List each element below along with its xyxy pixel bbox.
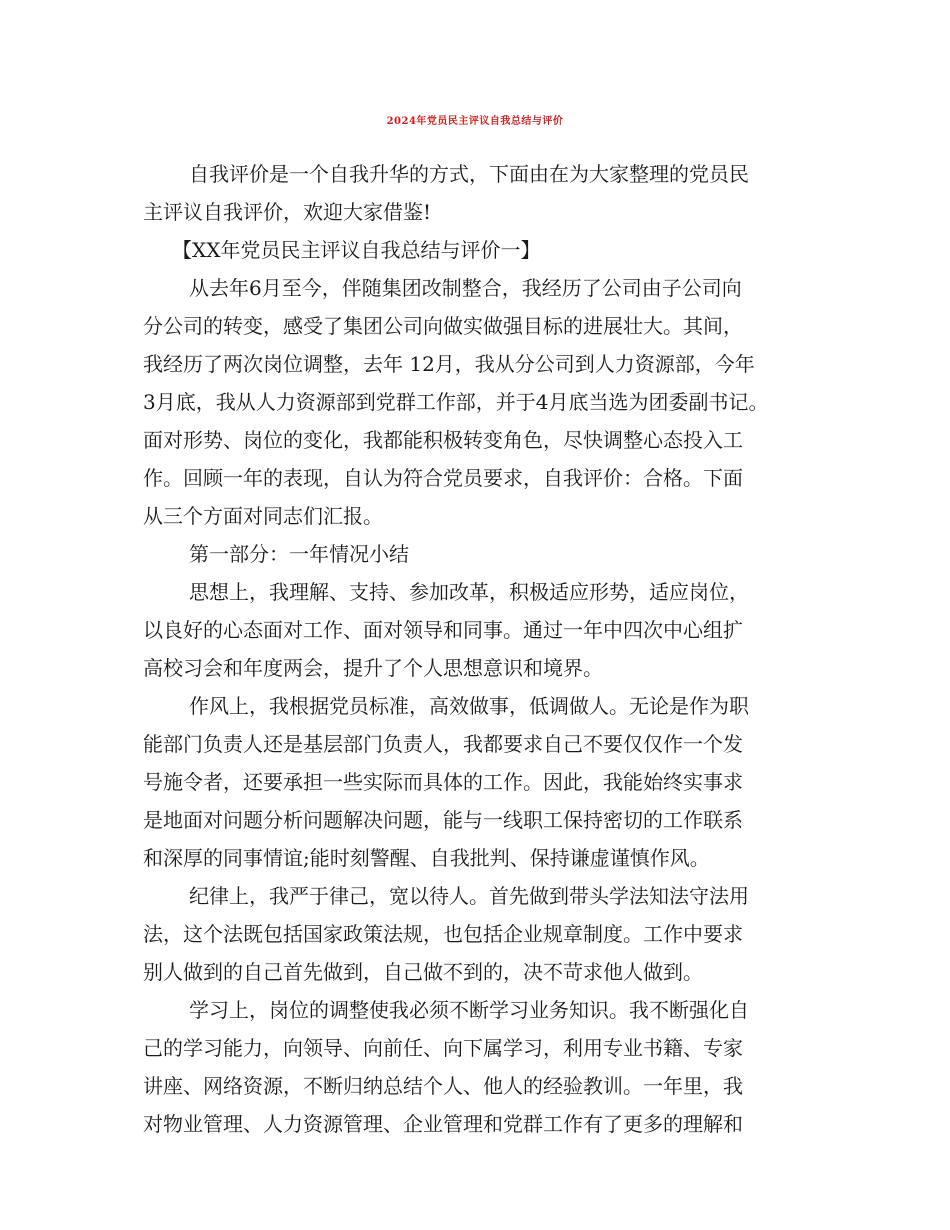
paragraph-line: 自我评价是一个自我升华的方式，下面由在为大家整理的党员民 (189, 162, 749, 186)
section-heading: 【XX年党员民主评议自我总结与评价一】 (172, 238, 541, 262)
paragraph-line: 主评议自我评价，欢迎大家借鉴! (143, 200, 432, 224)
paragraph-line: 讲座、网络资源，不断归纳总结个人、他人的经验教训。一年里，我 (143, 1074, 743, 1098)
paragraph-line: 法，这个法既包括国家政策法规，也包括企业规章制度。工作中要求 (143, 922, 743, 946)
paragraph-line: 别人做到的自己首先做到，自己做不到的，决不苛求他人做到。 (143, 960, 703, 984)
paragraph-line: 面对形势、岗位的变化，我都能积极转变角色，尽快调整心态投入工 (143, 428, 743, 452)
paragraph-line: 作风上，我根据党员标准，高效做事，低调做人。无论是作为职 (189, 694, 749, 718)
paragraph-line: 号施令者，还要承担一些实际而具体的工作。因此，我能始终实事求 (143, 770, 743, 794)
paragraph-line: 以良好的心态面对工作、面对领导和同事。通过一年中四次中心组扩 (143, 618, 743, 642)
paragraph-line: 己的学习能力，向领导、向前任、向下属学习，利用专业书籍、专家 (143, 1036, 743, 1060)
paragraph-line: 能部门负责人还是基层部门负责人，我都要求自己不要仅仅作一个发 (143, 732, 743, 756)
paragraph-line: 3月底，我从人力资源部到党群工作部，并于4月底当选为团委副书记。 (143, 390, 769, 414)
paragraph-line: 对物业管理、人力资源管理、企业管理和党群工作有了更多的理解和 (143, 1112, 743, 1136)
paragraph-line: 学习上，岗位的调整使我必须不断学习业务知识。我不断强化自 (189, 998, 749, 1022)
paragraph-line: 和深厚的同事情谊;能时刻警醒、自我批判、保持谦虚谨慎作风。 (143, 846, 710, 870)
paragraph-line: 高校习会和年度两会，提升了个人思想意识和境界。 (143, 656, 603, 680)
paragraph-line: 纪律上，我严于律己，宽以待人。首先做到带头学法知法守法用 (189, 884, 749, 908)
subsection-heading: 第一部分：一年情况小结 (189, 542, 409, 566)
paragraph-line: 是地面对问题分析问题解决问题，能与一线职工保持密切的工作联系 (143, 808, 743, 832)
paragraph-line: 作。回顾一年的表现，自认为符合党员要求，自我评价：合格。下面 (143, 466, 743, 490)
paragraph-line: 从去年6月至今，伴随集团改制整合，我经历了公司由子公司向 (189, 276, 742, 300)
paragraph-line: 思想上，我理解、支持、参加改革，积极适应形势，适应岗位， (189, 580, 749, 604)
paragraph-line: 分公司的转变，感受了集团公司向做实做强目标的进展壮大。其间， (143, 314, 743, 338)
paragraph-line: 从三个方面对同志们汇报。 (143, 504, 383, 528)
document-title: 2024年党员民主评议自我总结与评价 (386, 116, 564, 127)
paragraph-line: 我经历了两次岗位调整，去年 12月，我从分公司到人力资源部，今年 (143, 352, 755, 376)
